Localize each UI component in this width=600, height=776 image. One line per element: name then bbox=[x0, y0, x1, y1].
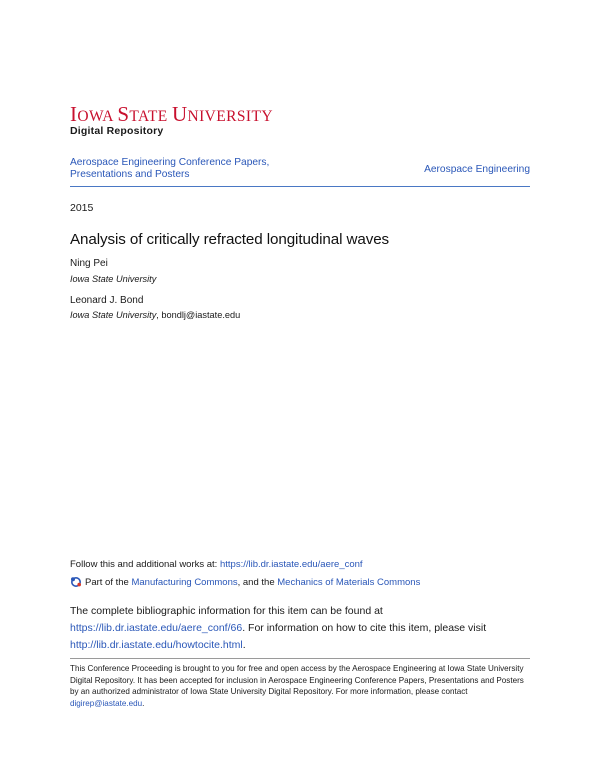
bibliographic-info bbox=[70, 603, 532, 654]
university-logo: IOWA STATE UNIVERSITY bbox=[70, 102, 273, 126]
header-divider bbox=[70, 186, 530, 187]
series-link[interactable]: Aerospace Engineering Conference Papers, Presentations and Posters bbox=[70, 157, 270, 180]
follow-link[interactable]: https://lib.dr.iastate.edu/aere_conf bbox=[219, 559, 363, 570]
biblio-text: The complete bibliographic information for this item can be found at bbox=[70, 605, 383, 617]
howtocite-link[interactable]: http://lib.dr.iastate.edu/howtocite.html bbox=[70, 639, 243, 651]
author-affiliation: Iowa State University bbox=[70, 310, 157, 320]
part-of-line bbox=[70, 576, 420, 588]
notice-text: This Conference Proceeding is brought to you for free and open access by the Aerospace Engineering at Iowa State University Digital Repository. It has been accepted for inclusion in Aerospace Engineering Conference Papers, Presentations and Posters by an authorized administrator of Iowa State University Digital Repository. For more information, please contact bbox=[70, 664, 524, 697]
part-of-middle: , and the bbox=[237, 576, 275, 588]
author-name: Ning Pei bbox=[70, 258, 108, 269]
repository-name: Digital Repository bbox=[70, 125, 164, 137]
author-affiliation: Iowa State University bbox=[70, 274, 157, 284]
item-link[interactable]: https://lib.dr.iastate.edu/aere_conf/66 bbox=[70, 622, 243, 634]
mechanics-commons-link[interactable]: Mechanics of Materials Commons bbox=[277, 576, 421, 588]
network-commons-icon bbox=[70, 576, 82, 588]
biblio-text: . bbox=[242, 639, 246, 651]
manufacturing-commons-link[interactable]: Manufacturing Commons bbox=[131, 576, 238, 588]
paper-title: Analysis of critically refracted longitudinal waves bbox=[70, 231, 390, 248]
follow-line bbox=[70, 559, 363, 570]
access-notice bbox=[70, 663, 532, 709]
author-affiliation-line: Iowa State University, bondlj@iastate.edu bbox=[70, 310, 241, 320]
notice-end: . bbox=[142, 698, 145, 708]
author-name: Leonard J. Bond bbox=[70, 295, 144, 306]
footer-divider bbox=[70, 658, 530, 659]
biblio-text: . For information on how to cite this item, please visit bbox=[242, 622, 487, 634]
follow-text: Follow this and additional works at: bbox=[70, 559, 220, 570]
publication-year: 2015 bbox=[70, 202, 94, 214]
department-link[interactable]: Aerospace Engineering bbox=[424, 164, 530, 175]
contact-email-link[interactable]: digirep@iastate.edu bbox=[70, 698, 143, 708]
part-of-prefix: Part of the bbox=[85, 576, 129, 588]
author-email[interactable]: bondlj@iastate.edu bbox=[161, 310, 241, 320]
